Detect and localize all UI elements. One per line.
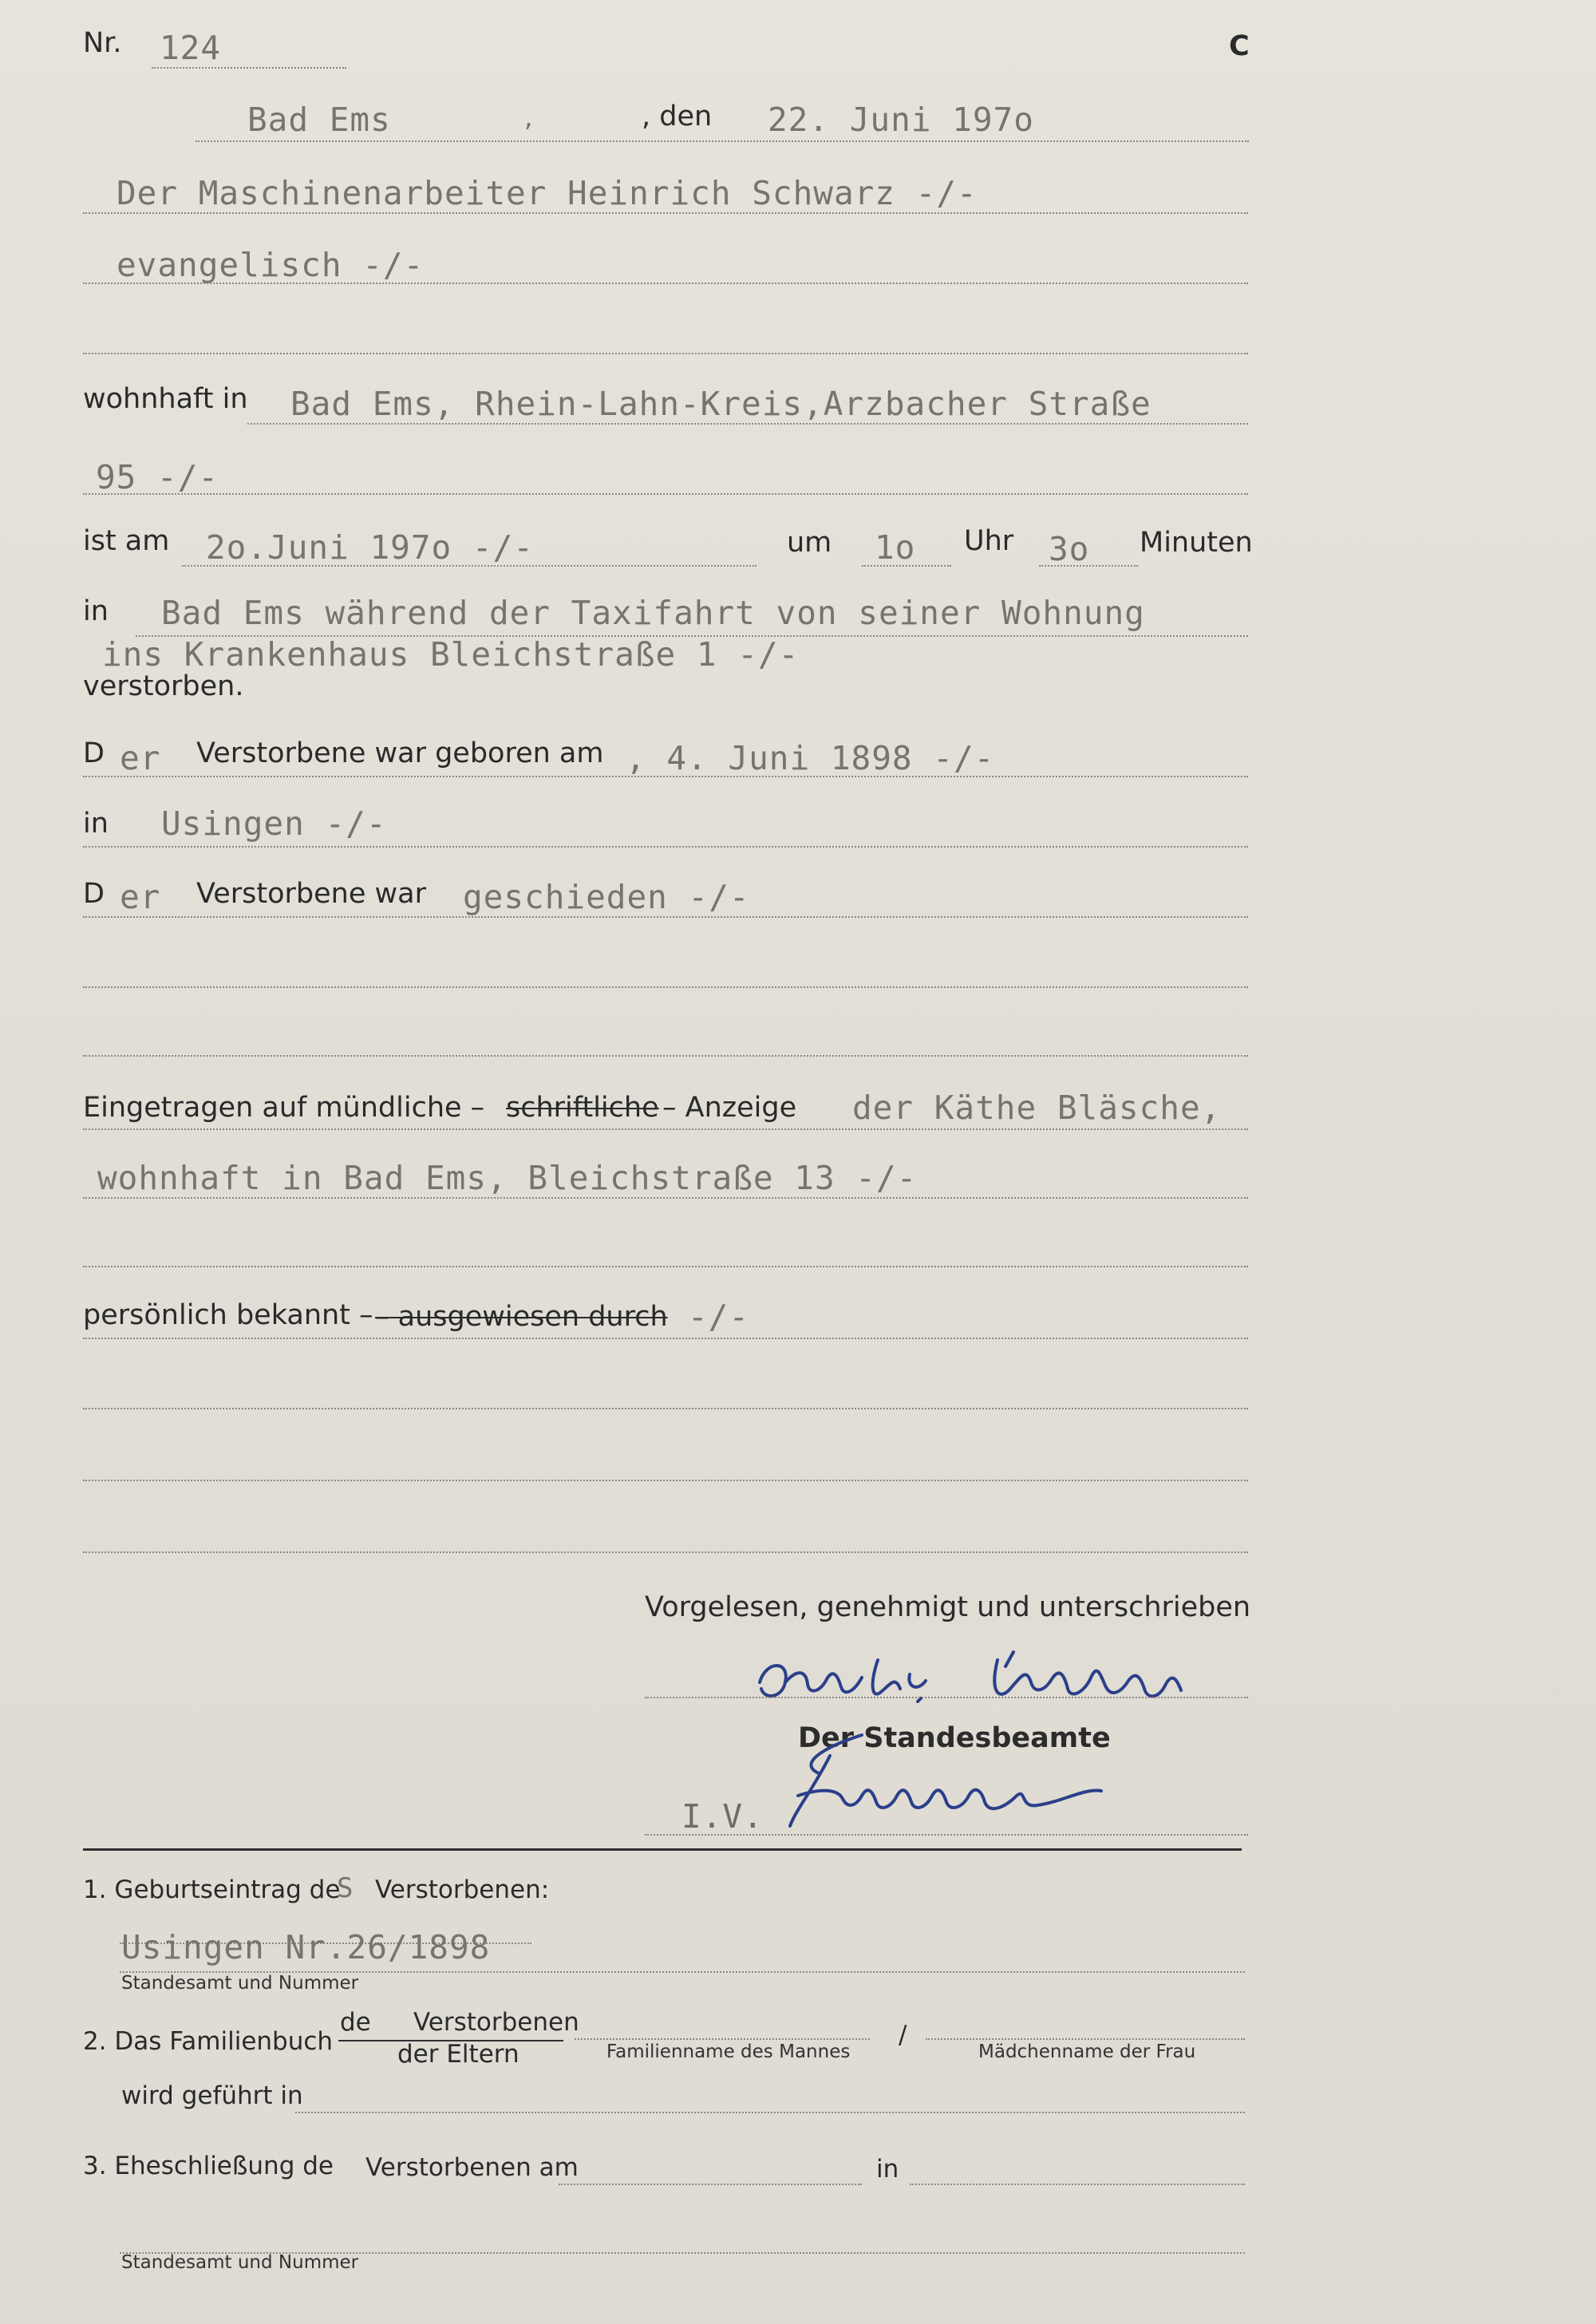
footer-item2-eltern: der Eltern (397, 2040, 519, 2069)
informant-signature (750, 1636, 1245, 1724)
footer-item2-label: 2. Das Familienbuch (83, 2027, 334, 2056)
nr-value: 124 (160, 29, 222, 67)
place-date-line (196, 140, 1249, 142)
born-label: Verstorbene war geboren am (196, 737, 604, 769)
identity-label-struck: – ausgewiesen durch (375, 1301, 668, 1333)
place-comma: , (522, 105, 536, 132)
birth-d-label: D (83, 737, 105, 769)
report-label-suffix: – Anzeige (662, 1092, 797, 1124)
birth-date: , 4. Juni 1898 -/- (626, 739, 995, 777)
identity-rule (83, 1338, 1248, 1339)
footer-item2-rule (295, 2112, 1245, 2113)
registrar-signature (766, 1732, 1181, 1836)
footer-item1-s: S (337, 1872, 354, 1904)
birth-in-label: in (83, 808, 109, 840)
birth-gender-suffix: er (120, 739, 161, 777)
report-rule-2 (83, 1197, 1248, 1199)
blank-rule-2 (83, 986, 1248, 988)
footer-husband-rule (575, 2038, 870, 2040)
footer-item2-slash: / (899, 2021, 907, 2049)
death-place-line2: ins Krankenhaus Bleichstraße 1 -/- (102, 635, 800, 674)
svg-text:Käthe Bläsche: Käthe Bläsche (750, 1636, 757, 1637)
identity-label-prefix: persönlich bekannt – (83, 1299, 373, 1331)
footer-item2-verstorbenen: Verstorbenen (413, 2008, 579, 2037)
death-place-line1: Bad Ems während der Taxifahrt von seiner Wohnung (161, 594, 1145, 632)
residence-label: wohnhaft in (83, 383, 248, 415)
wife-name-caption: Mädchenname der Frau (978, 2041, 1196, 2062)
blank-rule-6 (83, 1480, 1248, 1481)
husband-name-caption: Familienname des Mannes (606, 2041, 851, 2062)
document-date: 22. Juni 197o (768, 101, 1034, 139)
footer-item3-place-rule (910, 2184, 1245, 2185)
report-label-prefix: Eingetragen auf mündliche – (83, 1092, 485, 1124)
blank-rule-4 (83, 1266, 1248, 1267)
footer-item1-suffix: Verstorbenen: (375, 1875, 550, 1904)
footer-item3-date-rule (559, 2184, 862, 2185)
den-label: , den (642, 101, 713, 132)
blank-rule-5 (83, 1408, 1248, 1409)
um-label: um (787, 527, 832, 559)
death-date-label: ist am (83, 525, 170, 557)
person-line2-rule (83, 283, 1248, 284)
svg-text:Hermann: Hermann (766, 1732, 770, 1733)
marital-status: geschieden -/- (463, 878, 750, 916)
informant-line2: wohnhaft in Bad Ems, Bleichstraße 13 -/- (97, 1159, 918, 1197)
report-rule-1 (83, 1128, 1248, 1130)
report-label-struck: schriftliche (506, 1092, 659, 1124)
minuten-label: Minuten (1140, 527, 1253, 559)
death-in-label: in (83, 595, 109, 627)
nr-label: Nr. (83, 27, 122, 59)
person-line1-rule (83, 212, 1248, 214)
blank-rule-7 (83, 1551, 1248, 1553)
person-line1: Der Maschinenarbeiter Heinrich Schwarz -/- (117, 174, 978, 212)
minute-rule (1039, 565, 1138, 567)
footer-item3-label: 3. Eheschließung de (83, 2152, 334, 2180)
uhr-label: Uhr (964, 525, 1014, 557)
birth-date-rule (83, 776, 1248, 777)
hour-rule (862, 565, 951, 567)
register-letter: C (1229, 30, 1250, 62)
death-minute: 3o (1049, 530, 1090, 568)
signature-2-rule (645, 1834, 1248, 1836)
residence-line2: 95 -/- (96, 458, 219, 496)
footer-item3-in: in (876, 2155, 899, 2184)
residence-line1: Bad Ems, Rhein-Lahn-Kreis,Arzbacher Straße (290, 385, 1152, 423)
birth-place-rule (83, 846, 1248, 848)
footer-item3-middle: Verstorbenen am (365, 2153, 579, 2182)
blank-rule-3 (83, 1055, 1248, 1057)
status-gender-suffix: er (120, 878, 161, 916)
footer-item2-de: de (340, 2008, 371, 2037)
read-approved-label: Vorgelesen, genehmigt und unterschrieben (645, 1591, 1251, 1623)
residence-line2-rule (83, 493, 1248, 495)
blank-rule-1 (83, 353, 1248, 354)
death-date-rule (182, 565, 757, 567)
footer-wife-rule (926, 2038, 1245, 2040)
identity-value: -/- (688, 1298, 750, 1336)
status-d-label: D (83, 878, 105, 910)
status-rule (83, 916, 1248, 918)
birth-register-entry: Usingen Nr.26/1898 (121, 1928, 491, 1966)
footer-item2-kept-label: wird geführt in (121, 2081, 303, 2110)
footer-item3-caption: Standesamt und Nummer (121, 2252, 359, 2273)
death-hour: 1o (875, 528, 916, 567)
footer-item1-label: 1. Geburtseintrag de (83, 1875, 341, 1904)
informant-line1: der Käthe Bläsche, (852, 1089, 1222, 1127)
footer-separator (83, 1848, 1242, 1851)
footer-item1-caption: Standesamt und Nummer (121, 1973, 359, 1994)
place-value: Bad Ems (247, 101, 391, 139)
status-label: Verstorbene war (196, 878, 426, 910)
residence-line1-rule (247, 423, 1248, 425)
person-line2: evangelisch -/- (117, 246, 425, 284)
birth-place: Usingen -/- (161, 804, 387, 843)
iv-label: I.V. (681, 1797, 764, 1836)
signature-1-rule (645, 1697, 1248, 1698)
verstorben-label: verstorben. (83, 670, 244, 702)
registrar-label: Der Standesbeamte (798, 1722, 1111, 1754)
death-date: 2o.Juni 197o -/- (206, 528, 534, 567)
nr-line (152, 67, 346, 69)
